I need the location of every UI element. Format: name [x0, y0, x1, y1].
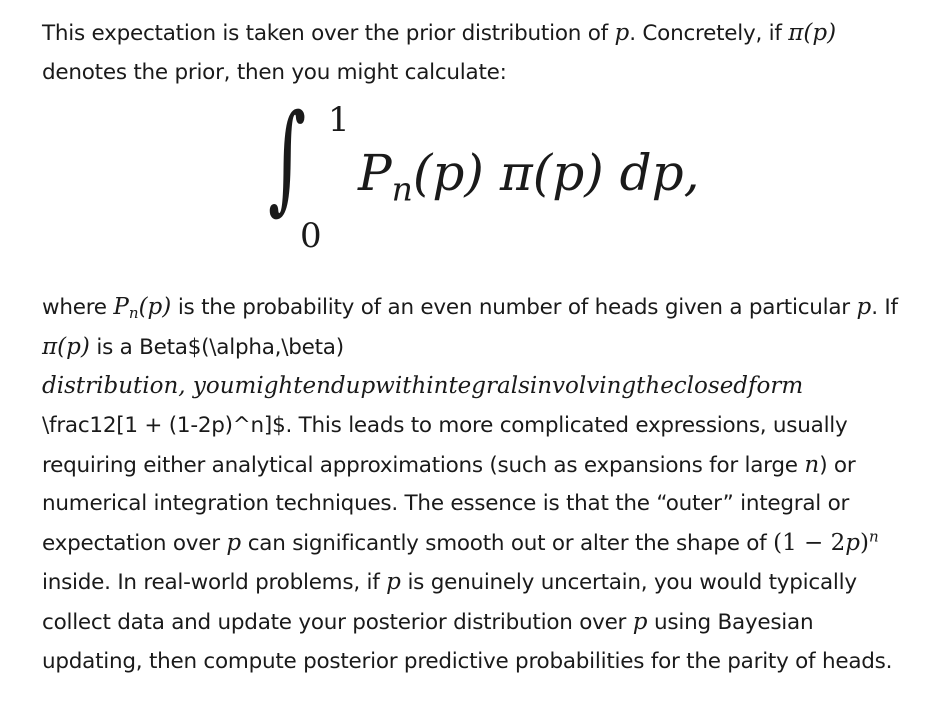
math-subscript-n: n	[128, 304, 139, 323]
text-run: is the probability of an even number of heads given a particular	[171, 295, 857, 321]
text-run: numerical integration techniques. The essence is that the “outer” integral or	[42, 491, 850, 517]
text-run: ) or	[819, 452, 856, 478]
text-run: is a Beta$(\alpha,\beta)	[89, 334, 344, 360]
text-run: using Bayesian	[647, 609, 814, 635]
math-var-p: p	[226, 529, 242, 556]
paragraph-2	[42, 288, 932, 681]
math-pi: π	[788, 20, 804, 46]
text-run: . Concretely, if	[629, 21, 789, 46]
integrand	[358, 144, 700, 209]
eq-pi-arg: (p)	[532, 144, 604, 203]
text-run: \frac12[1 + (1-2p)^n]$. This leads to more complicated expressions, usually	[42, 412, 848, 438]
math-italic-line: distribution, youmightendupwithintegralsinvolvingtheclosedform	[42, 373, 804, 400]
integral-upper-limit: 1	[328, 100, 350, 141]
text-run: updating, then compute posterior predictive probabilities for the parity of heads.	[42, 648, 893, 674]
eq-subscript-n: n	[391, 169, 413, 209]
text-run: This expectation is taken over the prior distribution of	[42, 21, 615, 46]
text-run: can significantly smooth out or alter the shape of	[241, 530, 774, 556]
math-var-p: p	[632, 608, 648, 635]
integral-lower-limit: 0	[300, 216, 322, 257]
eq-dp: dp,	[619, 144, 700, 203]
paragraph-1	[42, 14, 932, 92]
math-arg	[803, 20, 836, 46]
text-run: requiring either analytical approximations (such as expansions for large	[42, 452, 805, 478]
math-P: P	[113, 294, 129, 321]
text-run: denotes the prior, then you might calculate:	[42, 59, 507, 85]
eq-p-arg: (p)	[412, 144, 484, 203]
integral-sign: ∫	[268, 88, 306, 227]
eq-pi: π	[499, 144, 533, 203]
math-var-n: n	[804, 451, 820, 478]
text-run: inside. In real-world problems, if	[42, 570, 387, 596]
math-expr-close: )	[859, 529, 869, 556]
text-run: is genuinely uncertain, you would typically	[400, 570, 857, 596]
math-expr-p: p	[845, 529, 860, 556]
math-P-arg: (p)	[138, 294, 172, 321]
math-pi-arg: (p)	[57, 333, 90, 360]
text-run: expectation over	[42, 530, 227, 556]
display-equation	[42, 88, 932, 288]
math-var-p: p	[386, 569, 401, 596]
text-run: . If	[871, 295, 898, 321]
eq-P: P	[358, 144, 392, 203]
math-pi-arg: (p)	[803, 20, 837, 46]
math-superscript-n: n	[868, 527, 879, 546]
text-run: collect data and update your posterior distribution over	[42, 609, 633, 635]
math-var-p: p	[856, 294, 872, 321]
math-var-p: p	[614, 20, 630, 46]
text-run: where	[42, 295, 114, 321]
math-pi: π	[42, 333, 58, 360]
math-expr-open: (1 − 2	[773, 529, 846, 556]
